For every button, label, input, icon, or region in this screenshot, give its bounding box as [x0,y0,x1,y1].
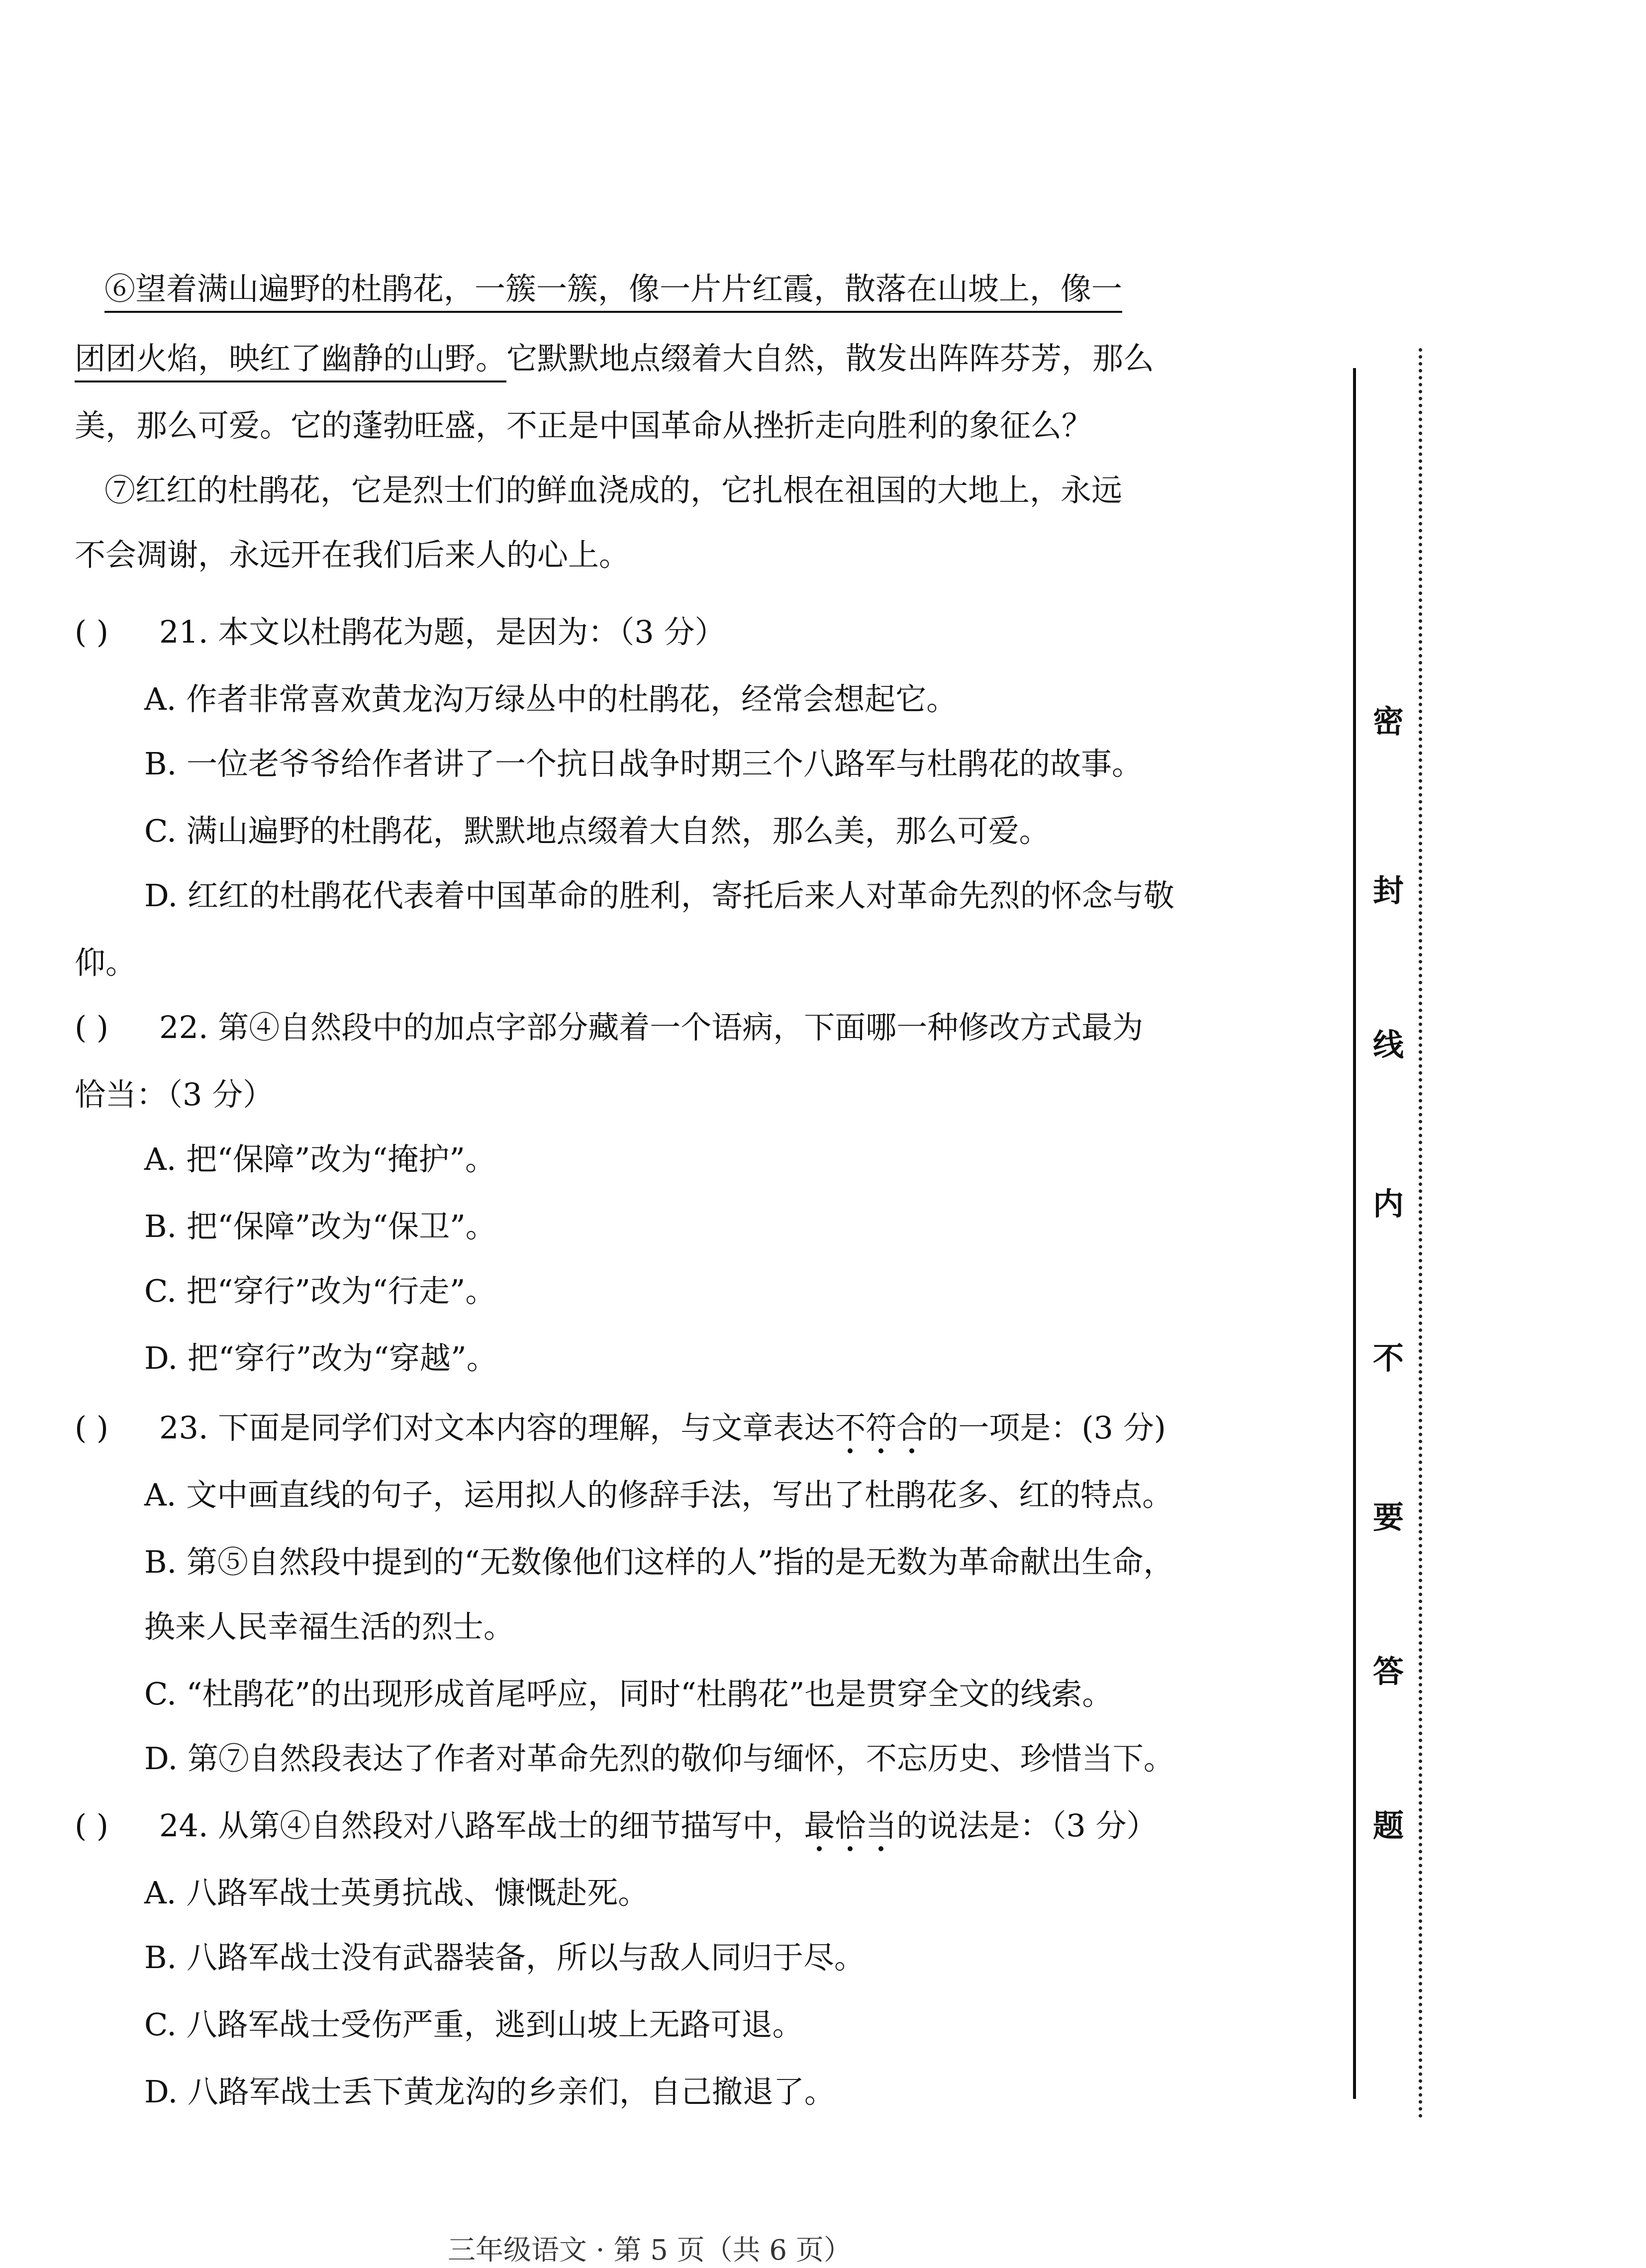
question-22-option-b: B. 把“保障”改为“保卫”。 [144,1208,496,1244]
question-text: 24. 从第④自然段对八路军战士的细节描写中， [159,1807,804,1844]
emphasis-dot-char: 不 [835,1410,866,1446]
emphasis-dot-char: 符 [866,1410,897,1446]
question-22-option-a: A. 把“保障”改为“掩护”。 [144,1141,496,1177]
seal-char: 内 [1373,1186,1404,1222]
emphasis-dot-char: 当 [866,1807,897,1844]
question-23-option-b: B. 第⑤自然段中提到的“无数像他们这样的人”指的是无数为革命献出生命， [144,1544,1174,1580]
question-23-option-d: D. 第⑦自然段表达了作者对革命先烈的敬仰与缅怀，不忘历史、珍惜当下。 [144,1740,1174,1777]
seal-solid-rule [1353,368,1356,2099]
seal-char: 线 [1373,1027,1404,1063]
answer-blank[interactable]: ( ) [75,1410,109,1446]
emphasis-dot-char: 恰 [835,1807,866,1844]
question-23-option-c: C. “杜鹃花”的出现形成首尾呼应，同时“杜鹃花”也是贯穿全文的线索。 [144,1676,1113,1712]
question-24-option-c: C. 八路军战士受伤严重，逃到山坡上无路可退。 [144,2006,803,2043]
question-text: 21. 本文以杜鹃花为题，是因为：（3 分） [159,614,726,650]
seal-dotted-rule [1419,348,1422,2119]
question-22-stem-cont: 恰当：（3 分） [75,1076,274,1113]
answer-blank[interactable]: ( ) [75,1807,109,1844]
passage-p6-line3: 美，那么可爱。它的蓬勃旺盛，不正是中国革命从挫折走向胜利的象征么？ [75,407,1093,444]
underlined-sentence-end: 团团火焰，映红了幽静的山野。 [75,340,506,382]
question-text: 的一项是：(3 分) [927,1410,1166,1446]
question-24-option-a: A. 八路军战士英勇抗战、慷慨赴死。 [144,1875,649,1911]
question-21-option-a: A. 作者非常喜欢黄龙沟万绿丛中的杜鹃花，经常会想起它。 [144,681,958,717]
question-22-stem [75,1009,1144,1045]
question-23-stem [75,1410,1166,1446]
emphasis-dot-char: 合 [896,1410,928,1446]
answer-blank[interactable]: ( ) [75,614,109,650]
page-footer: 三年级语文 · 第 5 页（共 6 页） [448,2234,852,2267]
question-21-option-b: B. 一位老爷爷给作者讲了一个抗日战争时期三个八路军与杜鹃花的故事。 [144,746,1143,782]
question-22-option-d: D. 把“穿行”改为“穿越”。 [144,1340,497,1376]
passage-p7-line1: ⑦红红的杜鹃花，它是烈士们的鲜血浇成的，它扎根在祖国的大地上，永远 [104,472,1123,508]
question-21-option-d: D. 红红的杜鹃花代表着中国革命的胜利，寄托后来人对革命先烈的怀念与敬 [144,877,1174,914]
seal-char: 封 [1373,872,1404,909]
passage-p6-line1 [104,271,1123,307]
seal-char: 题 [1373,1807,1404,1844]
question-21-stem [75,614,726,650]
question-text: 22. 第④自然段中的加点字部分藏着一个语病，下面哪一种修改方式最为 [159,1009,1144,1045]
answer-blank[interactable]: ( ) [75,1009,109,1045]
seal-char: 不 [1373,1340,1404,1376]
question-21-option-d-cont: 仰。 [75,945,137,981]
underlined-sentence: ⑥望着满山遍野的杜鹃花，一簇一簇，像一片片红霞，散落在山坡上，像一 [104,271,1122,313]
question-22-option-c: C. 把“穿行”改为“行走”。 [144,1273,496,1309]
question-23-option-a: A. 文中画直线的句子，运用拟人的修辞手法，写出了杜鹃花多、红的特点。 [144,1477,1173,1513]
question-24-option-b: B. 八路军战士没有武器装备，所以与敌人同归于尽。 [144,1939,865,1976]
seal-char: 密 [1373,703,1404,740]
seal-char: 要 [1373,1499,1404,1535]
passage-p6-line2 [75,340,1155,377]
question-text: 23. 下面是同学们对文本内容的理解，与文章表达 [159,1410,835,1446]
seal-char: 答 [1373,1653,1404,1690]
passage-text: 它默默地点缀着大自然，散发出阵阵芬芳，那么 [506,340,1155,377]
question-23-option-b-cont: 换来人民幸福生活的烈士。 [144,1608,515,1645]
passage-p7-line2: 不会凋谢，永远开在我们后来人的心上。 [75,537,630,573]
question-text: 的说法是：（3 分） [896,1807,1158,1844]
question-21-option-c: C. 满山遍野的杜鹃花，默默地点缀着大自然，那么美，那么可爱。 [144,813,1050,849]
emphasis-dot-char: 最 [804,1807,835,1844]
question-24-option-d: D. 八路军战士丢下黄龙沟的乡亲们，自己撤退了。 [144,2074,835,2110]
question-24-stem [75,1807,1158,1844]
